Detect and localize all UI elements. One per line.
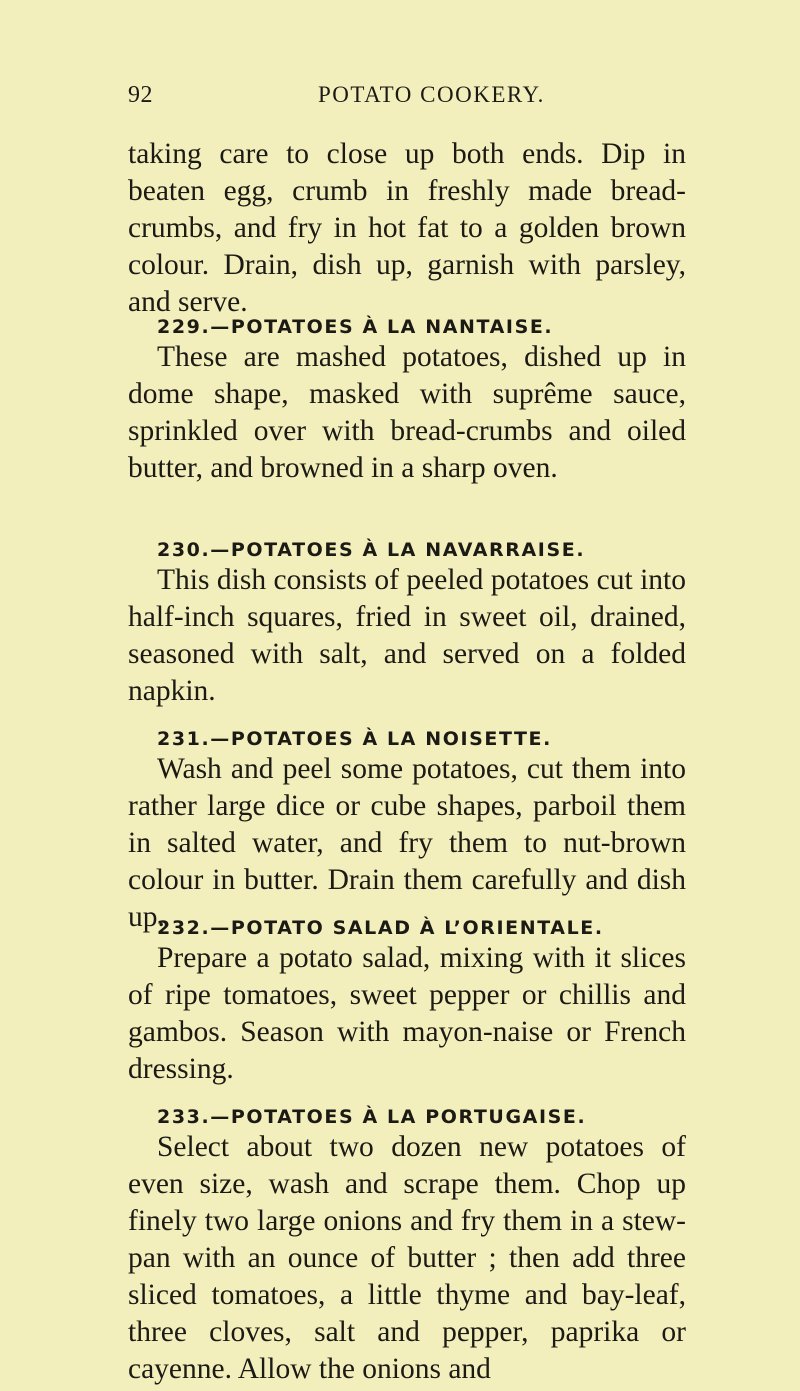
recipe-body-232: Prepare a potato salad, mixing with it slices of ripe tomatoes, sweet pepper or chillis and gambos. Season with mayon-naise or French dressing.	[128, 942, 686, 1085]
continued-paragraph	[128, 136, 686, 321]
running-title: POTATO COOKERY.	[318, 82, 545, 107]
recipe-body-233: Select about two dozen new potatoes of even size, wash and scrape them. Chop up finely two large onions and fry them in a stew-pan with an ounce of butter ; then add three sliced tomatoes, a little thyme and bay-leaf, three cloves, salt and pepper, paprika or cayenne. Allow the onions and	[128, 1131, 686, 1385]
recipe-heading-230: 230.—POTATOES À LA NAVARRAISE.	[157, 539, 586, 561]
page-number: 92	[128, 82, 153, 108]
running-head	[128, 82, 688, 116]
recipe-heading-232: 232.—POTATO SALAD À L’ORIENTALE.	[157, 917, 604, 939]
recipe-heading-231: 231.—POTATOES À LA NOISETTE.	[157, 728, 552, 750]
recipe-heading-233: 233.—POTATOES À LA PORTUGAISE.	[157, 1106, 587, 1128]
recipe-body-231: Wash and peel some potatoes, cut them into rather large dice or cube shapes, parboil them in salted water, and fry them to nut-brown colour in butter. Drain them carefully and dish up.	[128, 753, 686, 933]
recipe-body-229: These are mashed potatoes, dished up in dome shape, masked with suprême sauce, sprinkled over with bread-crumbs and oiled butter, and browned in a sharp oven.	[128, 341, 686, 484]
continued-paragraph-text: taking care to close up both ends. Dip in beaten egg, crumb in freshly made bread-crumbs, and fry in hot fat to a golden brown colour. Drain, dish up, garnish with parsley, and serve.	[128, 138, 686, 318]
recipe-body-230: This dish consists of peeled potatoes cut into half-inch squares, fried in sweet oil, drained, seasoned with salt, and served on a folded napkin.	[128, 564, 686, 707]
recipe-heading-229: 229.—POTATOES À LA NANTAISE.	[157, 316, 554, 338]
